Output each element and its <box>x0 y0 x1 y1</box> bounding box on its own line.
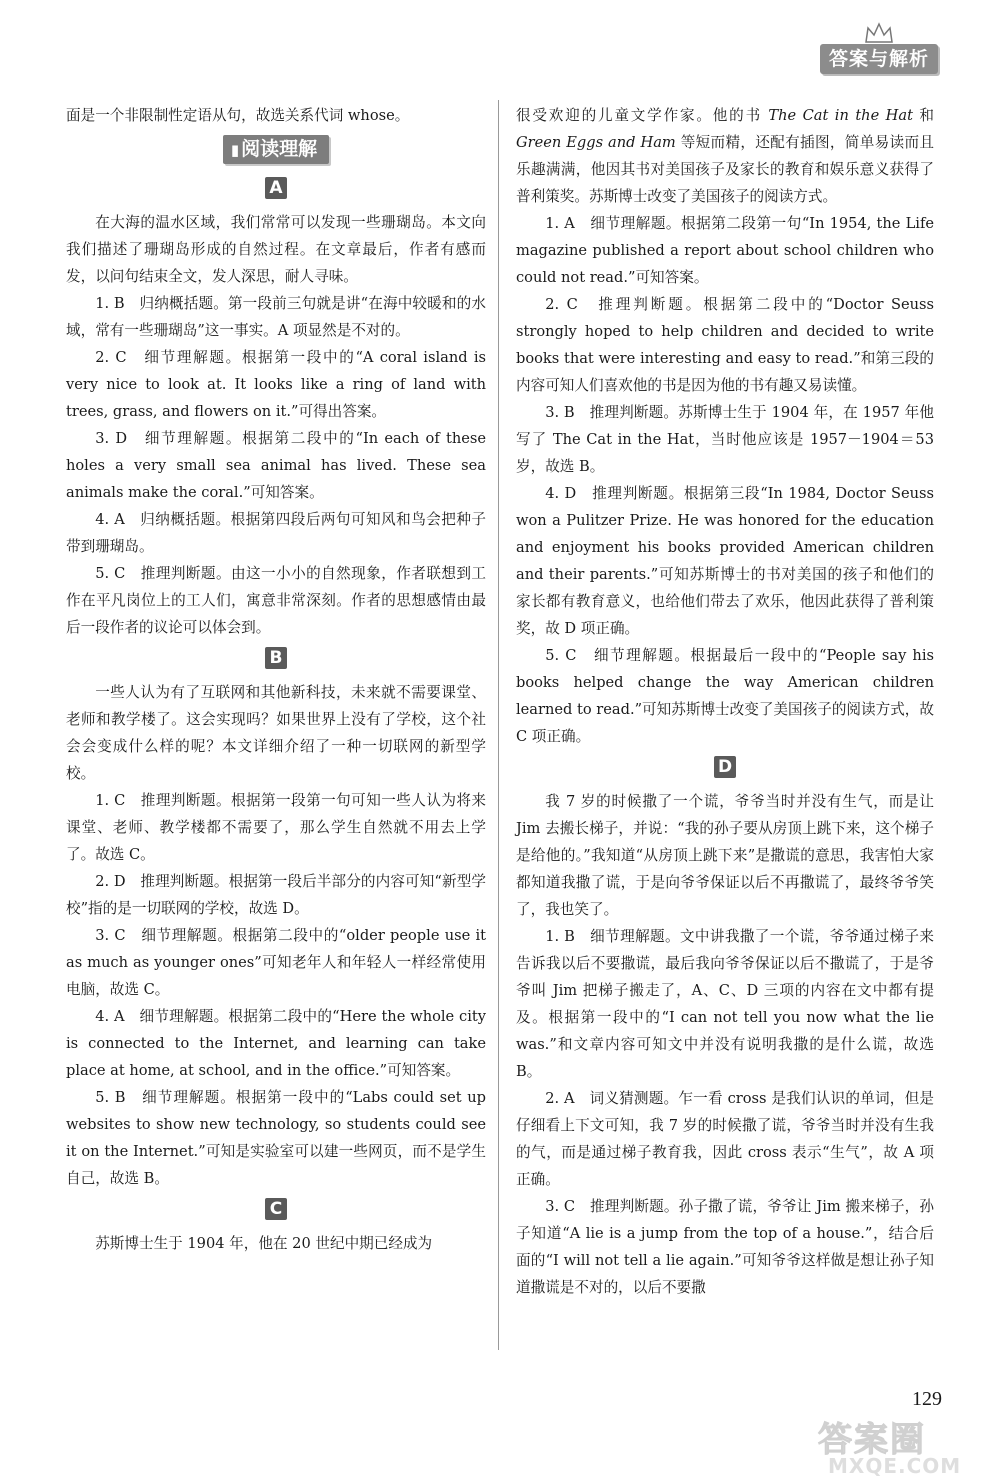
reading-section-banner <box>66 135 486 167</box>
page-number: 129 <box>912 1388 942 1410</box>
book-title-1: The Cat in the Hat <box>768 107 913 124</box>
answer-a-1: 1. B 归纳概括题。第一段前三句就是讲“在海中较暖和的水域，常有一些珊瑚岛”这一事实。A 项显然是不对的。 <box>66 295 486 339</box>
crown-icon <box>864 22 894 44</box>
answer-d-2: 2. A 词义猜测题。乍一看 cross 是我们认识的单词，但是仔细看上下文可知，我 7 岁的时候撒了谎，爷爷当时并没有生我的气，而是通过梯子教育我，因此 cross 表示“生气”，故 A 项正确。 <box>516 1090 934 1188</box>
answer-b-1: 1. C 推理判断题。根据第一段第一句可知一些人认为将来课堂、老师、教学楼都不需要了，那么学生自然就不用去上学了。故选 C。 <box>66 792 486 863</box>
answer-c-5: 5. C 细节理解题。根据最后一段中的“People say his books helped change the way American children learned to read.”可知苏斯博士改变了美国孩子的阅读方式，故 C 项正确。 <box>516 647 934 745</box>
watermark-url: MXQE.COM <box>828 1454 962 1478</box>
column-divider <box>498 100 499 1350</box>
summary-a: 在大海的温水区域，我们常常可以发现一些珊瑚岛。本文向我们描述了珊瑚岛形成的自然过程。在文章最后，作者有感而发，以问句结束全文，发人深思，耐人寻味。 <box>66 214 486 285</box>
summary-b: 一些人认为有了互联网和其他新科技，未来就不需要课堂、老师和教学楼了。这会实现吗？如果世界上没有了学校，这个社会会变成什么样的呢？本文详细介绍了一种一切联网的新型学校。 <box>66 684 486 782</box>
intro-text: 面是一个非限制性定语从句，故选关系代词 whose。 <box>66 107 410 124</box>
answer-a-5: 5. C 推理判断题。由这一小小的自然现象，作者联想到工作在平凡岗位上的工人们，寓意非常深刻。作者的思想感情由最后一段作者的议论可以体会到。 <box>66 565 486 636</box>
section-label-a: A <box>265 177 287 199</box>
answer-d-3: 3. C 推理判断题。孙子撒了谎，爷爷让 Jim 搬来梯子，孙子知道“A lie is a jump from the top of a house.”，结合后面的“I will not tell a lie again.”可知爷爷这样做是想让孙子知道撒谎是不对的，以后不要撒 <box>516 1198 934 1296</box>
header-badge <box>820 22 938 80</box>
book-icon: ▮ <box>230 141 240 159</box>
watermark <box>818 1412 998 1480</box>
answer-c-3: 3. B 推理判断题。苏斯博士生于 1904 年，在 1957 年他写了 The Cat in the Hat，当时他应该是 1957－1904＝53 岁，故选 B。 <box>516 404 934 475</box>
watermark-logo: 答案圈 <box>818 1420 926 1460</box>
section-label-c: C <box>265 1198 287 1220</box>
left-column <box>66 102 486 1257</box>
header-badge-label: 答案与解析 <box>820 44 938 74</box>
answer-d-1: 1. B 细节理解题。文中讲我撒了一个谎，爷爷通过梯子来告诉我以后不要撒谎，最后我向爷爷保证以后不撒谎了，于是爷爷叫 Jim 把梯子搬走了，A、C、D 三项的内容在文中都有提及。根据第一段中的“I can not tell you now what the lie was.”和文章内容可知文中并没有说明我撒的是什么谎，故选 B。 <box>516 928 934 1080</box>
answer-b-5: 5. B 细节理解题。根据第一段中的“Labs could set up websites to show new technology, so students could see it on the Internet.”可知是实验室可以建一些网页，而不是学生自己，故选 B。 <box>66 1089 486 1187</box>
answer-c-4: 4. D 推理判断题。根据第三段“In 1984, Doctor Seuss won a Pulitzer Prize. He was honored for the education and enjoyment his books provided American children and their parents.”可知苏斯博士的书对美国的孩子和他们的家长都有教育意义，也给他们带去了欢乐，他因此获得了普利策奖，故 D 项正确。 <box>516 485 934 637</box>
answer-a-3: 3. D 细节理解题。根据第二段中的“In each of these holes a very small sea animal has lived. These sea animals make the coral.”可知答案。 <box>66 430 486 501</box>
section-label-d: D <box>714 756 736 778</box>
summary-c-continued: 很受欢迎的儿童文学作家。他的书 The Cat in the Hat 和 Green Eggs and Ham 等短而精，还配有插图，简单易读而且乐趣满满，他因其书对美国孩子及家长的教育和娱乐意义获得了普利策奖。苏斯博士改变了美国孩子的阅读方式。 <box>516 107 935 205</box>
answer-b-2: 2. D 推理判断题。根据第一段后半部分的内容可知“新型学校”指的是一切联网的学校，故选 D。 <box>66 873 486 917</box>
banner-label: 阅读理解 <box>241 138 318 160</box>
answer-a-2: 2. C 细节理解题。根据第一段中的“A coral island is very nice to look at. It looks like a ring of land with trees, grass, and flowers on it.”可得出答案。 <box>66 349 486 420</box>
summary-d: 我 7 岁的时候撒了一个谎，爷爷当时并没有生气，而是让 Jim 去搬长梯子，并说：“我的孙子要从房顶上跳下来，这个梯子是给他的。”我知道“从房顶上跳下来”是撒谎的意思，我害怕大家都知道我撒了谎，于是向爷爷保证以后不再撒谎了，最终爷爷笑了，我也笑了。 <box>516 793 934 918</box>
section-label-b: B <box>265 647 287 669</box>
summary-c-start: 苏斯博士生于 1904 年，他在 20 世纪中期已经成为 <box>95 1235 433 1252</box>
answer-c-1: 1. A 细节理解题。根据第二段第一句“In 1954, the Life magazine published a report about school children who could not read.”可知答案。 <box>516 215 934 286</box>
answer-a-4: 4. A 归纳概括题。根据第四段后两句可知风和鸟会把种子带到珊瑚岛。 <box>66 511 486 555</box>
right-column <box>516 102 934 1301</box>
answer-c-2: 2. C 推理判断题。根据第二段中的“Doctor Seuss strongly hoped to help children and decided to write books that were interesting and easy to read.”和第三段的内容可知人们喜欢他的书是因为他的书有趣又易读懂。 <box>516 296 934 394</box>
answer-b-4: 4. A 细节理解题。根据第二段中的“Here the whole city is connected to the Internet, and learning can take place at home, at school, and in the office.”可知答案。 <box>66 1008 486 1079</box>
book-title-2: Green Eggs and Ham <box>516 134 676 151</box>
answer-b-3: 3. C 细节理解题。根据第二段中的“older people use it as much as younger ones”可知老年人和年轻人一样经常使用电脑，故选 C。 <box>66 927 486 998</box>
